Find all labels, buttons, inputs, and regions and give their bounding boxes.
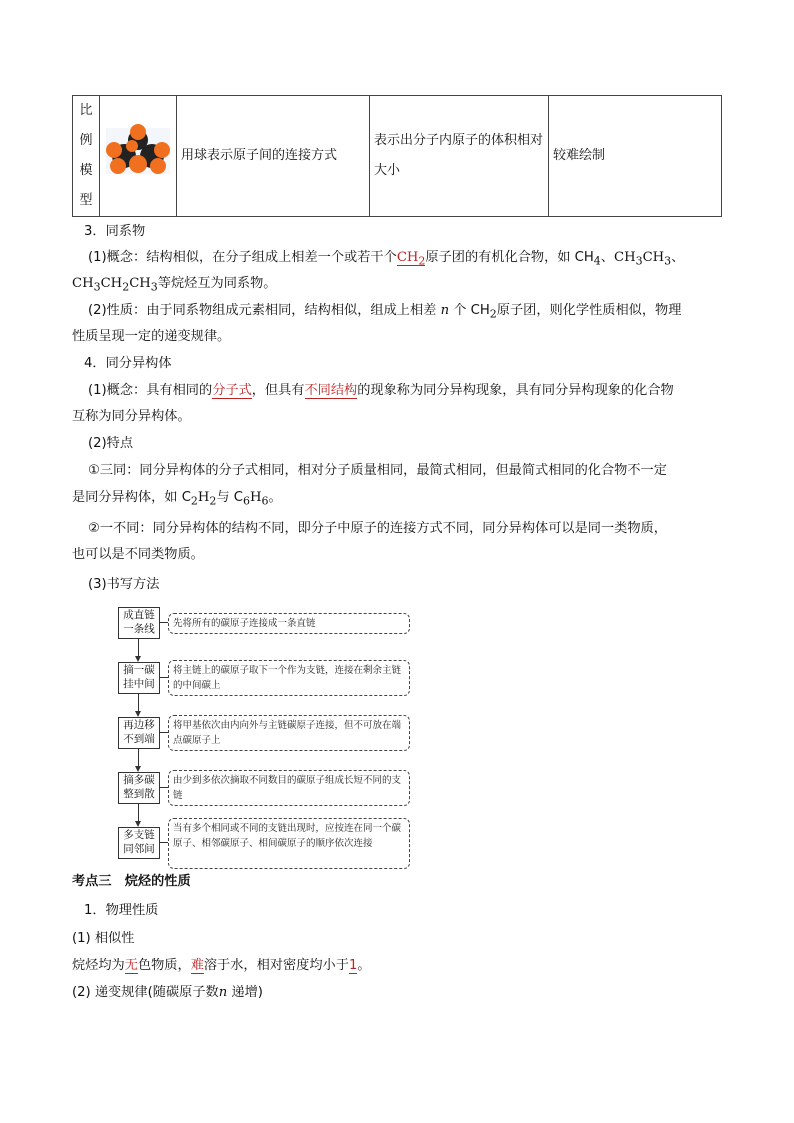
paragraph: 也可以是不同类物质。 bbox=[72, 547, 204, 562]
underlined-answer: 无 bbox=[124, 958, 138, 973]
paragraph: 烷烃均为无色物质，难溶于水，相对密度均小于1。 bbox=[72, 958, 371, 973]
paragraph: (1)概念：具有相同的分子式，但具有不同结构的现象称为同分异构现象，具有同分异构现象的化合物 bbox=[88, 383, 674, 398]
underlined-answer: 分子式 bbox=[212, 383, 252, 398]
paragraph: 是同分异构体，如 $C_2H_2$与 $C_6H_6$。 bbox=[72, 490, 282, 508]
flow-step-note: 先将所有的碳原子连接成一条直链 bbox=[168, 613, 410, 634]
section-heading: 考点三 烷烃的性质 bbox=[72, 874, 191, 889]
flow-step-note: 将主链上的碳原子取下一个作为支链，连接在剩余主链的中间碳上 bbox=[168, 660, 410, 696]
paragraph: ②一不同：同分异构体的结构不同，即分子中原子的连接方式不同，同分异构体可以是同一类物质， bbox=[88, 521, 667, 536]
flow-connector bbox=[138, 803, 139, 823]
flow-step-note: 将甲基依次由内向外与主链碳原子连接，但不可放在端点碳原子上 bbox=[168, 715, 410, 751]
paragraph: 性质呈现一定的递变规律。 bbox=[72, 329, 231, 344]
paragraph: $CH_3CH_2CH_3$等烷烃互为同系物。 bbox=[72, 276, 277, 294]
underlined-answer: 难 bbox=[190, 958, 204, 973]
subheading: (2) 递变规律(随碳原子数n 递增) bbox=[72, 985, 263, 1000]
row-label-char: 模 bbox=[79, 163, 93, 178]
paragraph: ①三同：同分异构体的分子式相同，相对分子质量相同，最简式相同，但最简式相同的化合物不一定 bbox=[88, 463, 667, 478]
flow-step-box: 摘多碳 整到散 bbox=[118, 772, 160, 804]
underlined-answer: $CH_2$ bbox=[396, 250, 426, 268]
row-label-char: 例 bbox=[79, 133, 93, 148]
flow-step-box: 多支链 同邻间 bbox=[118, 827, 160, 859]
subheading: (1) 相似性 bbox=[72, 931, 135, 946]
paragraph: (2)性质：由于同系物组成元素相同，结构相似，组成上相差 n 个 $CH_2$原子团，则化学性质相似，物理 bbox=[88, 303, 682, 321]
flow-step-box: 成直链 一条线 bbox=[118, 607, 160, 639]
flow-step-note: 当有多个相同或不同的支链出现时，应按连在同一个碳原子、相邻碳原子、相间碳原子的顺序依次连接 bbox=[168, 818, 410, 869]
section-heading: 4．同分异构体 bbox=[84, 356, 172, 371]
row-label bbox=[73, 96, 100, 217]
flow-connector bbox=[138, 748, 139, 768]
subheading: 1．物理性质 bbox=[84, 903, 159, 918]
underlined-answer: 1 bbox=[348, 958, 358, 973]
paragraph: (1)概念：结构相似，在分子组成上相差一个或若干个$CH_2$原子团的有机化合物，如 $CH_4$、$CH_3CH_3$、 bbox=[88, 250, 685, 268]
underlined-answer: 不同结构 bbox=[304, 383, 358, 398]
flow-step-box: 摘一碳 挂中间 bbox=[118, 662, 160, 694]
subheading: (3)书写方法 bbox=[88, 577, 160, 592]
representation-cell: 用球表示原子间的连接方式 bbox=[177, 96, 370, 217]
paragraph: 互称为同分异构体。 bbox=[72, 409, 191, 424]
row-label-char: 比 bbox=[79, 103, 93, 118]
model-comparison-table bbox=[72, 95, 722, 217]
model-image-cell bbox=[100, 96, 177, 217]
feature-cell: 表示出分子内原子的体积相对大小 bbox=[370, 96, 549, 217]
flow-connector bbox=[138, 638, 139, 658]
flow-step-box: 再边移 不到端 bbox=[118, 717, 160, 749]
row-label-char: 型 bbox=[79, 193, 93, 208]
flow-step-note: 由少到多依次摘取不同数目的碳原子组成长短不同的支链 bbox=[168, 770, 410, 806]
flow-connector bbox=[138, 693, 139, 713]
drawing-cell: 较难绘制 bbox=[549, 96, 722, 217]
space-filling-molecule-icon bbox=[104, 120, 172, 180]
table-row bbox=[73, 96, 722, 217]
subheading: (2)特点 bbox=[88, 436, 134, 451]
section-heading: 3．同系物 bbox=[84, 224, 146, 239]
